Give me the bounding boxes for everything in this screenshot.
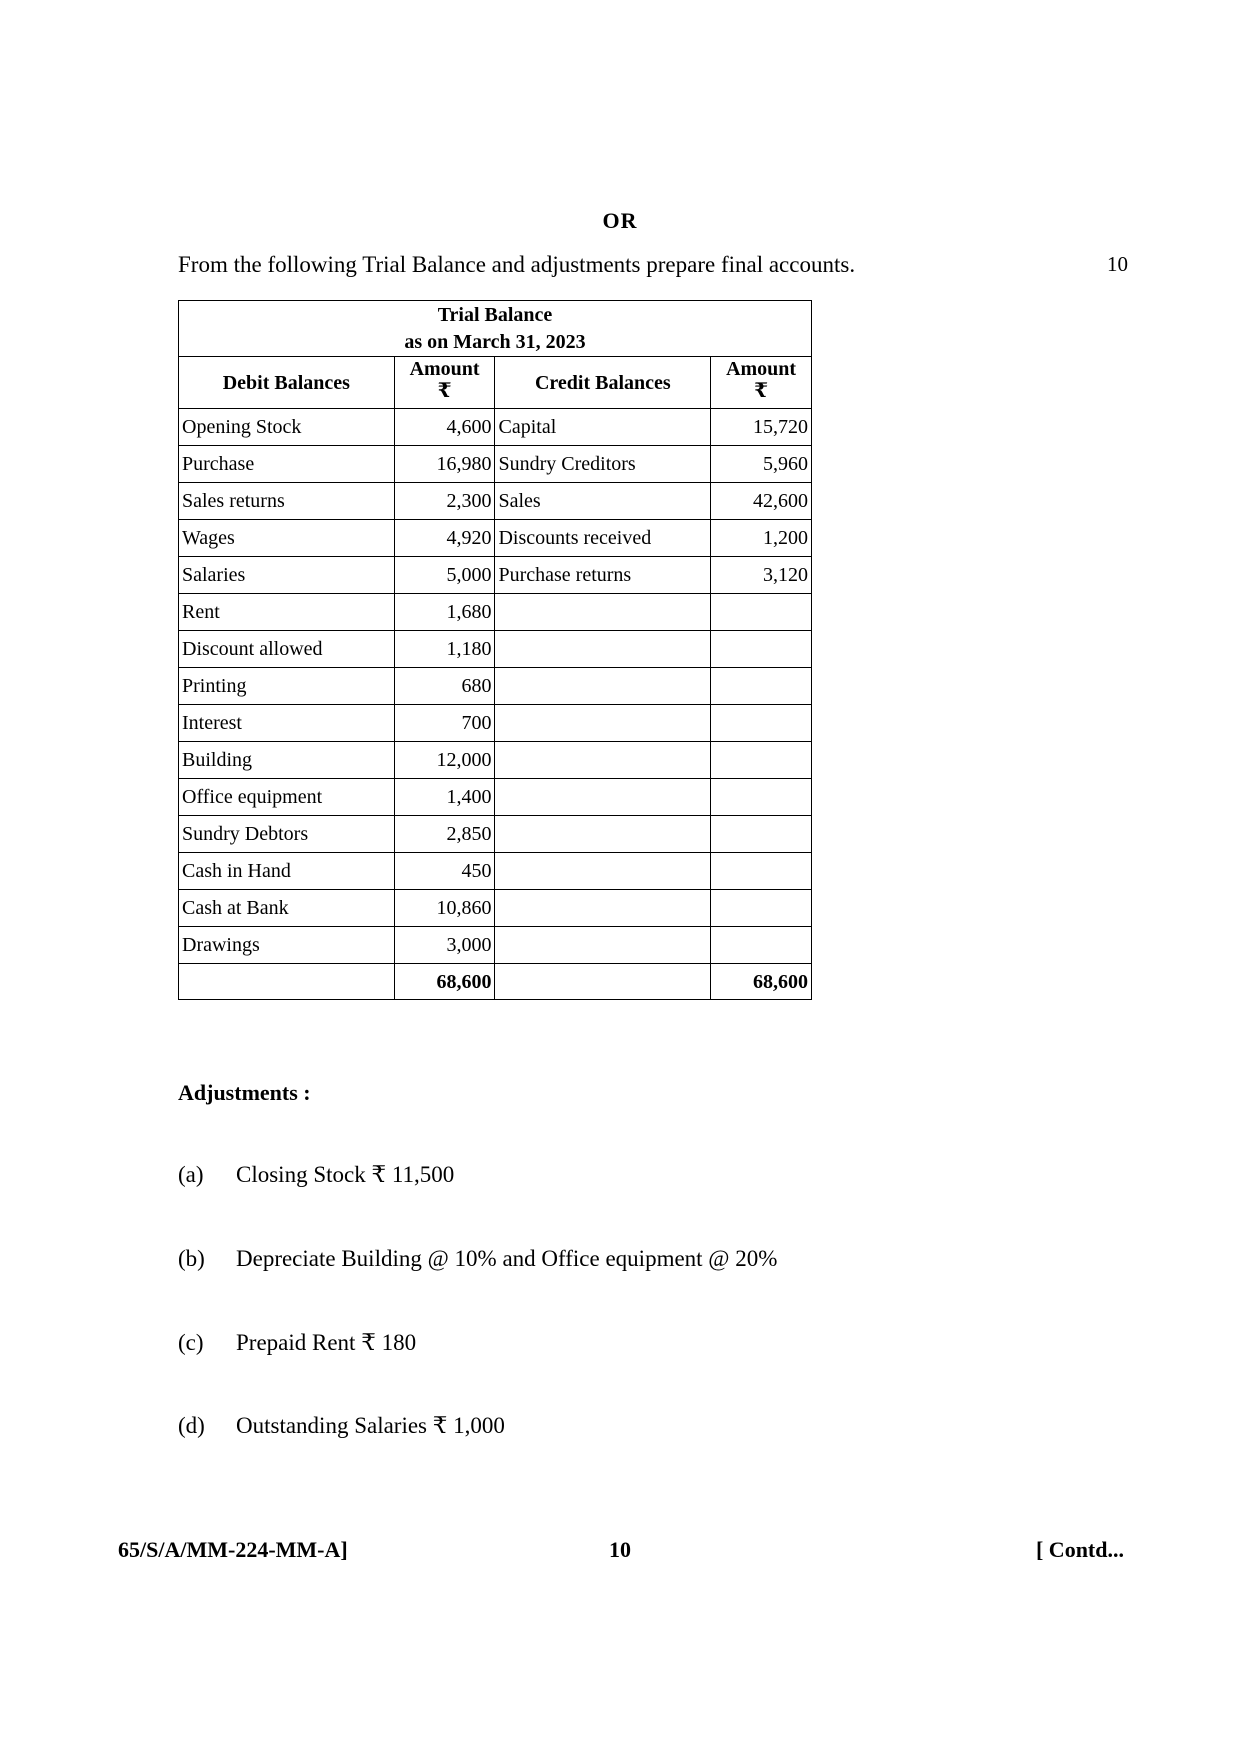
table-row: [179, 668, 812, 705]
adjustment-item: [178, 1413, 505, 1439]
table-row: [179, 520, 812, 557]
credit-label: Discounts received: [495, 520, 711, 557]
debit-amount: 2,300: [394, 483, 495, 520]
table-row: [179, 705, 812, 742]
credit-label: [495, 816, 711, 853]
credit-amount: [711, 705, 812, 742]
credit-amount: [711, 594, 812, 631]
continued-marker: [ Contd...: [1035, 1537, 1124, 1562]
debit-amount: 5,000: [394, 557, 495, 594]
debit-label: Discount allowed: [179, 631, 395, 668]
adjustment-label: (c): [178, 1330, 204, 1355]
table-row: [179, 594, 812, 631]
debit-label: Cash at Bank: [179, 890, 395, 927]
debit-amount: 700: [394, 705, 495, 742]
trial-balance-title-line2: as on March 31, 2023: [404, 331, 586, 353]
debit-label: Salaries: [179, 557, 395, 594]
credit-label: [495, 779, 711, 816]
table-row: [179, 816, 812, 853]
credit-amount: 42,600: [711, 483, 812, 520]
total-row: [179, 964, 812, 1000]
credit-amount: 15,720: [711, 409, 812, 446]
credit-label: Sales: [495, 483, 711, 520]
debit-label: Opening Stock: [179, 409, 395, 446]
credit-label: [495, 890, 711, 927]
rupee-icon: ₹: [437, 380, 452, 402]
debit-amount-header-label: Amount: [409, 358, 480, 380]
debit-balances-header: Debit Balances: [179, 357, 395, 409]
debit-label: Cash in Hand: [179, 853, 395, 890]
total-credit: 68,600: [711, 964, 812, 1000]
adjustment-label: (d): [178, 1413, 205, 1438]
debit-amount: 680: [394, 668, 495, 705]
page-number: 10: [609, 1537, 631, 1562]
credit-amount: 1,200: [711, 520, 812, 557]
credit-label: [495, 668, 711, 705]
debit-amount: 3,000: [394, 927, 495, 964]
credit-amount: 3,120: [711, 557, 812, 594]
adjustment-label: (b): [178, 1246, 205, 1271]
debit-label: Office equipment: [179, 779, 395, 816]
credit-amount: [711, 927, 812, 964]
trial-balance-title: [179, 301, 812, 357]
debit-label: Sales returns: [179, 483, 395, 520]
table-row: [179, 779, 812, 816]
credit-label: Purchase returns: [495, 557, 711, 594]
adjustment-text: Prepaid Rent ₹ 180: [236, 1330, 417, 1355]
debit-label: Rent: [179, 594, 395, 631]
credit-label: Sundry Creditors: [495, 446, 711, 483]
debit-label: Purchase: [179, 446, 395, 483]
credit-amount: [711, 668, 812, 705]
debit-label: Sundry Debtors: [179, 816, 395, 853]
credit-label: [495, 631, 711, 668]
debit-amount-header: [394, 357, 495, 409]
credit-amount: [711, 890, 812, 927]
debit-amount: 16,980: [394, 446, 495, 483]
debit-label: Interest: [179, 705, 395, 742]
table-row: [179, 557, 812, 594]
rupee-icon: ₹: [754, 380, 769, 402]
debit-amount: 450: [394, 853, 495, 890]
table-row: [179, 631, 812, 668]
debit-amount: 1,680: [394, 594, 495, 631]
debit-label: Building: [179, 742, 395, 779]
total-credit-label-cell: [495, 964, 711, 1000]
total-label-cell: [179, 964, 395, 1000]
adjustment-item: [178, 1162, 454, 1188]
trial-balance-table: [178, 300, 812, 1000]
total-debit: 68,600: [394, 964, 495, 1000]
question-marks: 10: [1107, 252, 1128, 276]
debit-amount: 2,850: [394, 816, 495, 853]
credit-amount: [711, 631, 812, 668]
credit-label: Capital: [495, 409, 711, 446]
debit-amount: 4,920: [394, 520, 495, 557]
adjustments-heading: Adjustments :: [178, 1080, 311, 1105]
credit-amount: [711, 779, 812, 816]
adjustment-label: (a): [178, 1162, 204, 1187]
debit-label: Drawings: [179, 927, 395, 964]
debit-amount: 12,000: [394, 742, 495, 779]
table-row: [179, 446, 812, 483]
credit-amount: [711, 816, 812, 853]
adjustment-item: [178, 1246, 777, 1272]
paper-code: 65/S/A/MM-224-MM-A]: [118, 1537, 348, 1562]
debit-amount: 1,400: [394, 779, 495, 816]
adjustment-item: [178, 1330, 416, 1356]
credit-label: [495, 705, 711, 742]
credit-label: [495, 742, 711, 779]
debit-label: Wages: [179, 520, 395, 557]
question-text: From the following Trial Balance and adjustments prepare final accounts.: [178, 252, 856, 277]
debit-amount: 4,600: [394, 409, 495, 446]
credit-amount: [711, 742, 812, 779]
table-row: [179, 853, 812, 890]
debit-amount: 1,180: [394, 631, 495, 668]
credit-label: [495, 594, 711, 631]
table-row: [179, 483, 812, 520]
table-row: [179, 890, 812, 927]
credit-amount-header: [711, 357, 812, 409]
debit-label: Printing: [179, 668, 395, 705]
table-row: [179, 927, 812, 964]
adjustment-text: Depreciate Building @ 10% and Office equipment @ 20%: [236, 1246, 778, 1271]
credit-amount: 5,960: [711, 446, 812, 483]
adjustment-text: Outstanding Salaries ₹ 1,000: [236, 1413, 505, 1438]
debit-amount: 10,860: [394, 890, 495, 927]
credit-label: [495, 927, 711, 964]
trial-balance-title-line1: Trial Balance: [437, 304, 553, 326]
adjustment-text: Closing Stock ₹ 11,500: [236, 1162, 455, 1187]
or-heading: OR: [602, 208, 638, 233]
credit-amount: [711, 853, 812, 890]
table-row: [179, 409, 812, 446]
credit-label: [495, 853, 711, 890]
table-row: [179, 742, 812, 779]
credit-amount-header-label: Amount: [726, 358, 797, 380]
credit-balances-header: Credit Balances: [495, 357, 711, 409]
